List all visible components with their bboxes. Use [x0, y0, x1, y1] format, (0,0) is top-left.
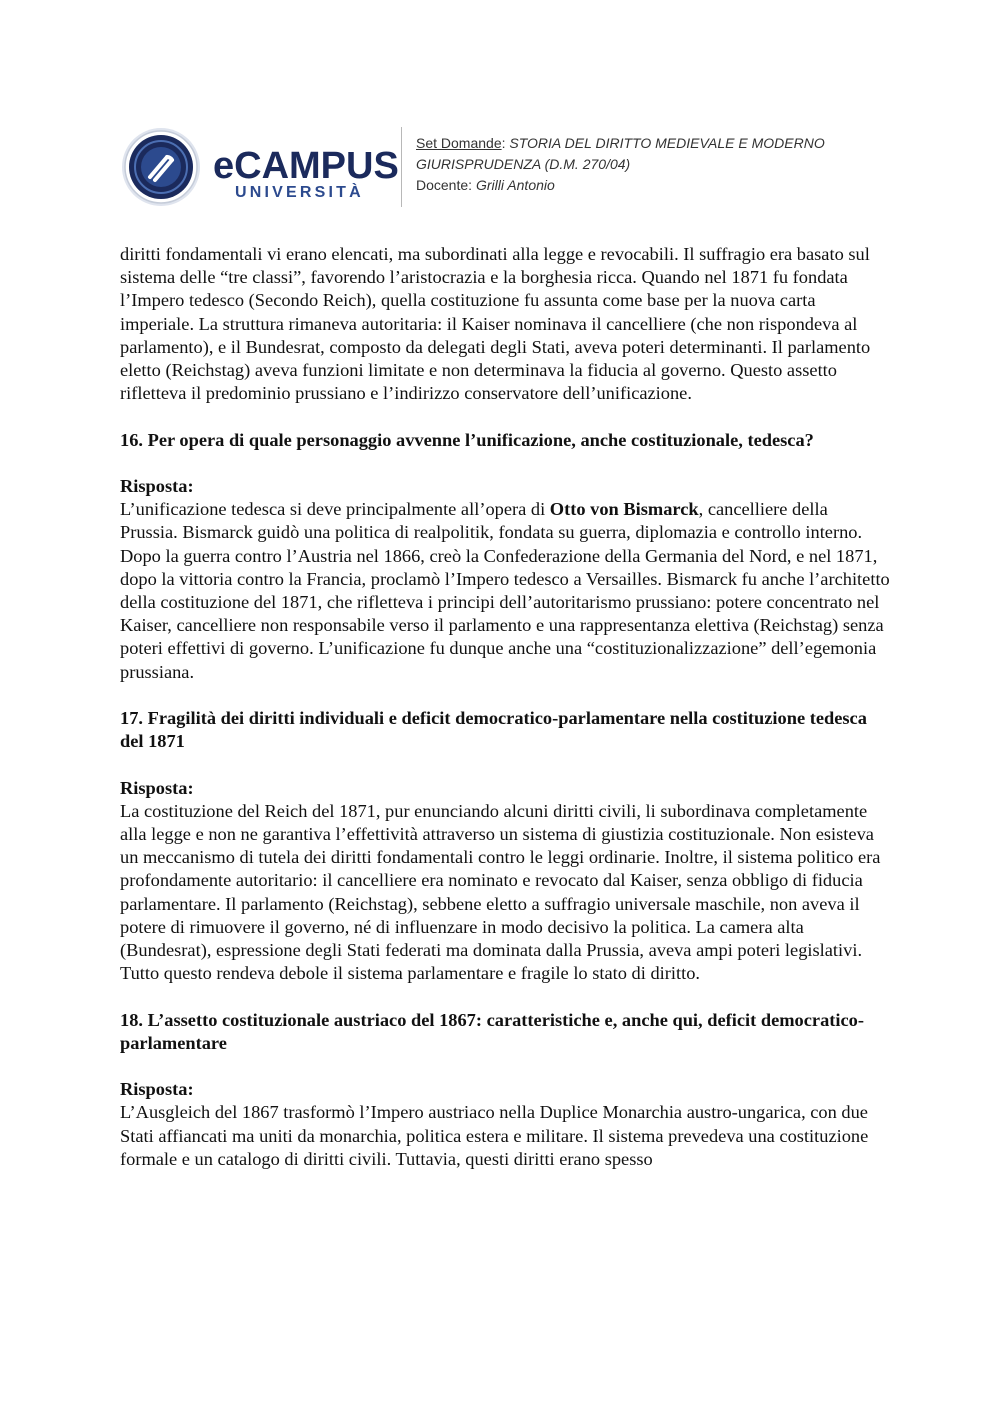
course-info	[416, 133, 825, 196]
course-line: Set Domande: STORIA DEL DIRITTO MEDIEVALE E MODERNO	[416, 135, 825, 151]
document-header	[0, 0, 1000, 230]
degree-line: GIURISPRUDENZA (D.M. 270/04)	[416, 156, 631, 172]
answer-label-18: Risposta:	[120, 1079, 194, 1100]
answer-16-highlight: Otto von Bismarck	[549, 499, 699, 520]
question-17: 17. Fragilità dei diritti individuali e deficit democratico-parlamentare nella costituzione tedesca del 1871	[120, 708, 867, 752]
question-16: 16. Per opera di quale personaggio avvenne l’unificazione, anche costituzionale, tedesca?	[120, 429, 814, 450]
intro-paragraph: diritti fondamentali vi erano elencati, ma subordinati alla legge e revocabili. Il suffragio era basato sul sistema delle “tre classi”, favorendo l’aristocrazia e la borghesia ricca. Quando nel 1871 fu fondata l’Impero tedesco (Secondo Reich), quella costituzione fu assunta come base per la nuova carta imperiale. La struttura rimaneva autoritaria: il Kaiser nominava il cancelliere (che non rispondeva al parlamento), e il Bundesrat, composto da delegati degli Stati, aveva poteri determinanti. Il parlamento eletto (Reichstag) aveva funzioni limitate e non determinava la fiducia al governo. Questo assetto rifletteva il predominio prussiano e l’indirizzo conservatore dell’unificazione.	[120, 244, 871, 404]
teacher-label: Docente	[416, 177, 469, 193]
answer-18: L’Ausgleich del 1867 trasformò l’Impero austriaco nella Duplice Monarchia austro-ungarica, con due Stati affiancati ma uniti da monarchia, politica estera e militare. Il sistema prevedeva una costituzione formale e un catalogo di diritti civili. Tuttavia, questi diritti erano spesso	[120, 1102, 869, 1169]
set-label: Set Domande	[416, 135, 502, 151]
question-18: 18. L’assetto costituzionale austriaco del 1867: caratteristiche e, anche qui, deficit democratico-parlamentare	[120, 1009, 864, 1053]
header-divider	[401, 127, 402, 207]
document-body	[120, 243, 890, 1171]
answer-label-16: Risposta:	[120, 476, 194, 496]
answer-16	[120, 498, 890, 684]
ecampus-logo-icon	[121, 127, 201, 207]
answer-17: La costituzione del Reich del 1871, pur enunciando alcuni diritti civili, li subordinava completamente alla legge e non ne garantiva l’effettività attraverso un sistema di giustizia costituzionale. Non esisteva un meccanismo di tutela dei diritti fondamentali contro le leggi ordinarie. Inoltre, il sistema politico era profondamente autoritario: il cancelliere era nominato e revocato dal Kaiser, senza obbligo di fiducia parlamentare. Il parlamento (Reichstag), sebbene eletto a suffragio universale maschile, non aveva il potere di rimuovere il governo, né di influenzare in modo decisivo la politica. La camera alta (Bundesrat), espressione degli Stati federati ma dominata dalla Prussia, aveva ampi poteri legislativi. Tutto questo rendeva debole il sistema parlamentare e fragile lo stato di diritto.	[120, 800, 881, 984]
brand-name: eCAMPUS	[213, 145, 399, 187]
answer-16-post: , cancelliere della Prussia. Bismarck guidò una politica di realpolitik, fondata su guerra, diplomazia e controllo interno. Dopo la guerra contro l’Austria nel 1866, creò la Confederazione della Germania del Nord, e nel 1871, dopo la vittoria contro la Francia, proclamò l’Impero tedesco a Versailles. Bismarck fu anche l’architetto della costituzione del 1871, che rifletteva i principi dell’autoritarismo prussiano: potere concentrato nel Kaiser, cancelliere non responsabile verso il parlamento e una rappresentanza elettiva (Reichstag) senza poteri effettivi di governo. L’unificazione fu dunque anche una “costituzionalizzazione” dell’egemonia prussiana.	[120, 499, 890, 682]
teacher-name: Grilli Antonio	[475, 177, 555, 193]
course-title: STORIA DEL DIRITTO MEDIEVALE E MODERNO	[509, 135, 825, 151]
brand-subtitle: UNIVERSITÀ	[235, 184, 364, 201]
answer-16-pre: L’unificazione tedesca si deve principalmente all’opera di	[120, 499, 550, 520]
teacher-line: Docente: Grilli Antonio	[416, 177, 555, 193]
answer-label-17: Risposta:	[120, 777, 194, 798]
brand-wordmark	[213, 145, 399, 206]
